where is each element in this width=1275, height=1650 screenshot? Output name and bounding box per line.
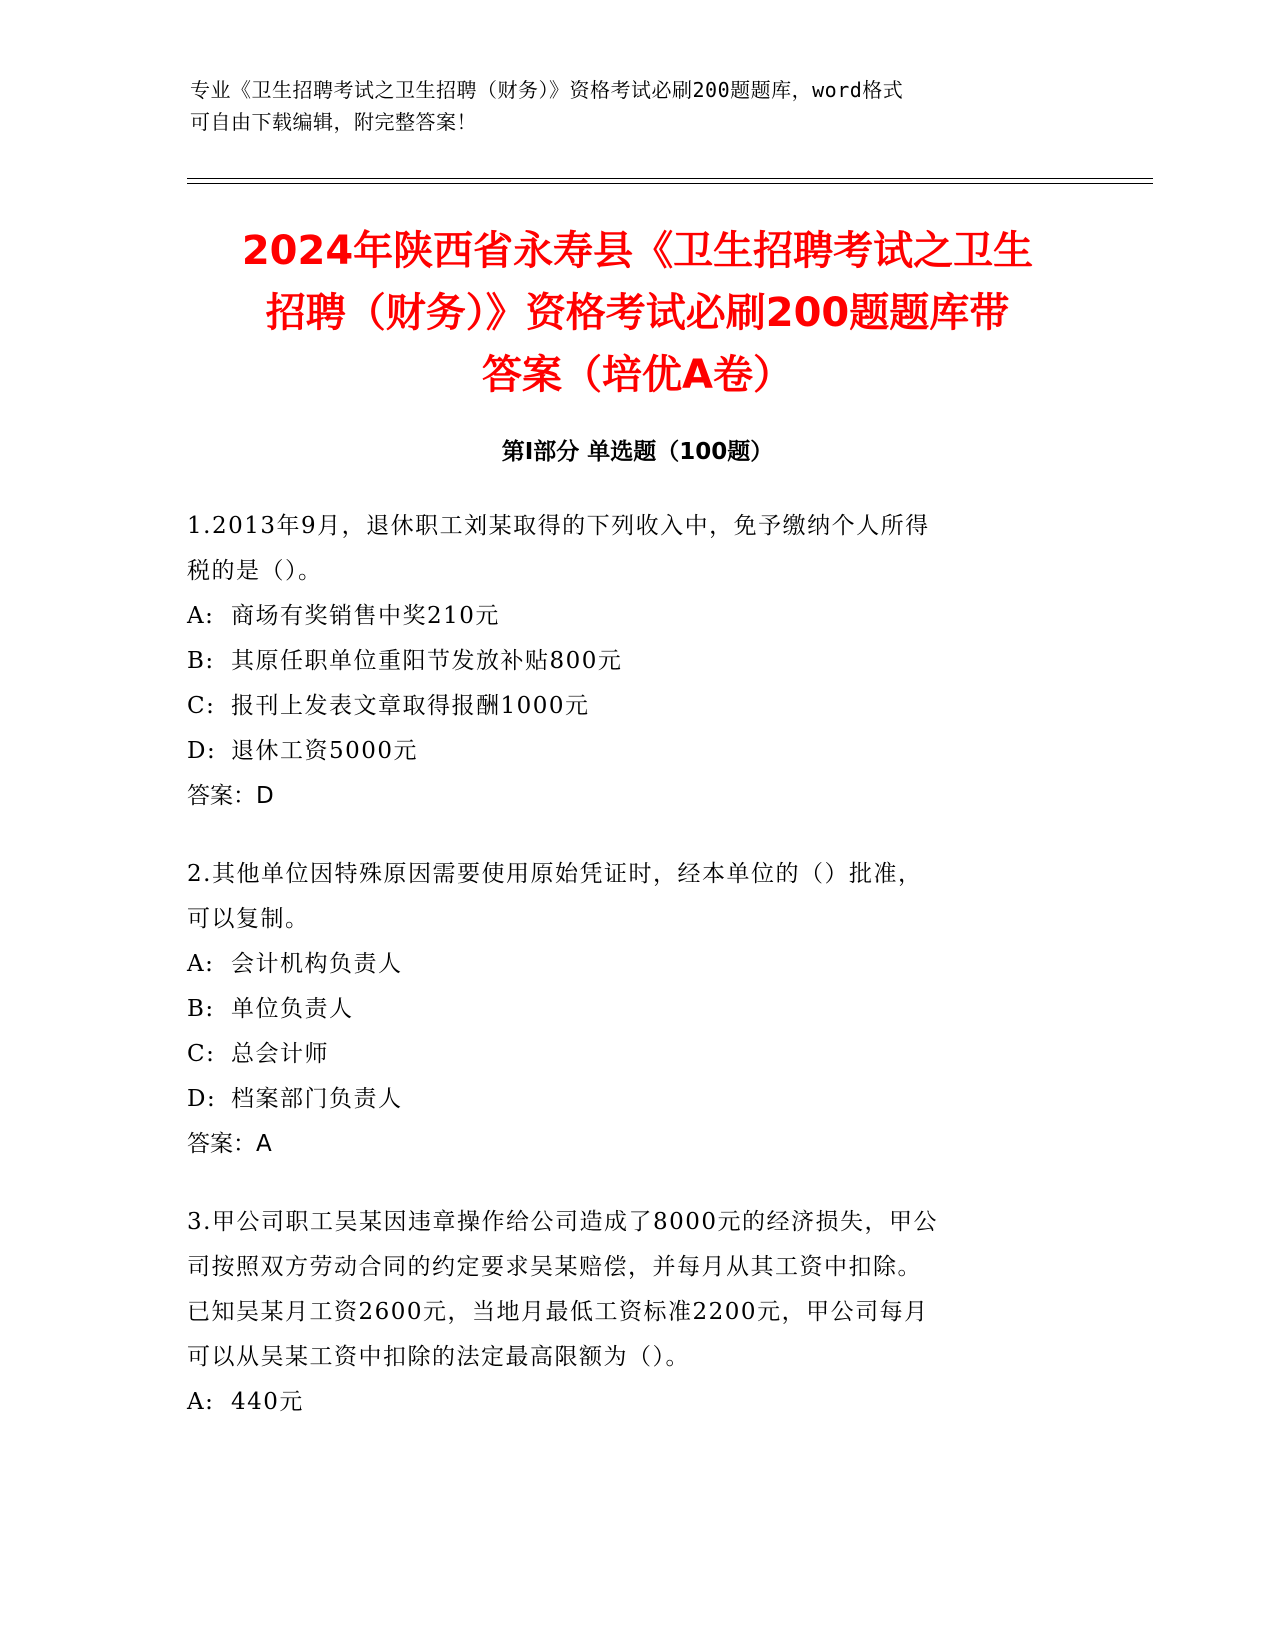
- option-text: 退休工资5000元: [231, 738, 419, 764]
- question-stem-line: 可以从吴某工资中扣除的法定最高限额为（）。: [187, 1344, 690, 1370]
- question-stem-line: 2.其他单位因特殊原因需要使用原始凭证时，经本单位的（）批准，: [187, 861, 923, 887]
- document-title: [150, 220, 1125, 406]
- question-stem-line: 1.2013年9月，退休职工刘某取得的下列收入中，免予缴纳个人所得: [187, 513, 930, 539]
- option-letter: A:: [187, 951, 215, 977]
- option-b: [187, 639, 1087, 684]
- option-text: 单位负责人: [231, 996, 354, 1022]
- question-stem-line: 可以复制。: [187, 906, 310, 932]
- answer-2: 答案：A: [187, 1131, 272, 1157]
- header-note-line-1: 专业《卫生招聘考试之卫生招聘（财务）》资格考试必刷200题题库，word格式: [190, 78, 904, 102]
- question-stem-line: 已知吴某月工资2600元，当地月最低工资标准2200元，甲公司每月: [187, 1299, 929, 1325]
- option-text: 其原任职单位重阳节发放补贴800元: [231, 648, 623, 674]
- option-b: [187, 987, 1087, 1032]
- option-d: [187, 1077, 1087, 1122]
- question-stem-line: 税的是（）。: [187, 558, 323, 584]
- question-stem-line: 3.甲公司职工吴某因违章操作给公司造成了8000元的经济损失，甲公: [187, 1209, 938, 1235]
- option-letter: A:: [187, 1389, 215, 1415]
- option-letter: B:: [187, 648, 215, 674]
- option-a: [187, 1380, 1087, 1425]
- question-stem-line: 司按照双方劳动合同的约定要求吴某赔偿，并每月从其工资中扣除。: [187, 1254, 922, 1280]
- option-text: 报刊上发表文章取得报酬1000元: [231, 693, 590, 719]
- option-letter: A:: [187, 603, 215, 629]
- option-a: [187, 594, 1087, 639]
- option-c: [187, 1032, 1087, 1077]
- section-title: 第Ⅰ部分 单选题（100题）: [501, 439, 774, 465]
- title-line-1: 2024年陕西省永寿县《卫生招聘考试之卫生: [241, 228, 1034, 274]
- option-text: 商场有奖销售中奖210元: [231, 603, 500, 629]
- question-1: [187, 504, 1087, 774]
- option-letter: D:: [187, 738, 217, 764]
- header-note: [190, 74, 1070, 138]
- option-text: 总会计师: [231, 1041, 329, 1067]
- option-letter: C:: [187, 1041, 216, 1067]
- option-d: [187, 729, 1087, 774]
- header-divider-top: [187, 178, 1153, 179]
- option-letter: C:: [187, 693, 216, 719]
- option-a: [187, 942, 1087, 987]
- option-letter: D:: [187, 1086, 217, 1112]
- option-text: 440元: [231, 1389, 304, 1415]
- title-line-2: 招聘（财务）》资格考试必刷200题题库带: [265, 290, 1010, 336]
- answer-1: 答案：D: [187, 783, 274, 809]
- title-line-3: 答案（培优A卷）: [482, 352, 793, 398]
- option-text: 档案部门负责人: [231, 1086, 403, 1112]
- question-3: [187, 1200, 1087, 1425]
- option-letter: B:: [187, 996, 215, 1022]
- header-divider-bottom: [187, 183, 1153, 184]
- option-text: 会计机构负责人: [231, 951, 403, 977]
- option-c: [187, 684, 1087, 729]
- question-2: [187, 852, 1087, 1122]
- header-note-line-2: 可自由下载编辑，附完整答案！: [190, 110, 477, 134]
